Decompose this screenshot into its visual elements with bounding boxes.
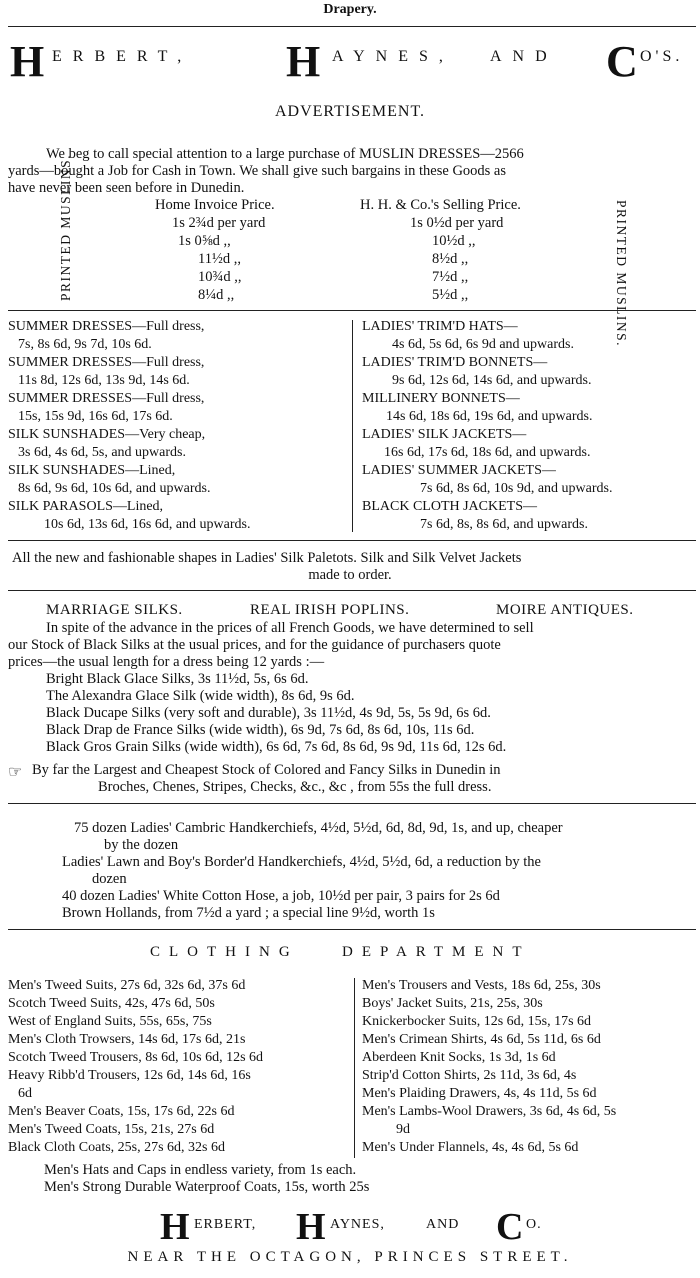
left-item-7: SILK SUNSHADES—Very cheap, xyxy=(8,427,206,442)
firm-initial-h-2: H xyxy=(286,37,321,86)
clothing-left-6: Heavy Ribb'd Trousers, 12s 6d, 14s 6d, 16s xyxy=(8,1068,251,1083)
firm-word-and: AND xyxy=(490,48,558,65)
handkerchief-line-2: by the dozen xyxy=(104,837,179,853)
silks-para-line-1: In spite of the advance in the prices of all French Goods, we have determined to sell xyxy=(46,620,534,636)
silks-header-marriage: MARRIAGE SILKS. xyxy=(46,602,183,618)
selling-price-3: 8½d ,, xyxy=(432,251,469,267)
home-price-5: 8¼d ,, xyxy=(198,287,235,303)
signature-banner xyxy=(0,1207,700,1249)
clothing-left-5: Scotch Tweed Trousers, 8s 6d, 10s 6d, 12s 6d xyxy=(8,1050,264,1065)
clothing-left-2: Scotch Tweed Suits, 42s, 47s 6d, 50s xyxy=(8,996,215,1011)
section-header: Drapery. xyxy=(323,2,377,17)
right-item-9: LADIES' SUMMER JACKETS— xyxy=(362,463,556,478)
clothing-left-10: Black Cloth Coats, 25s, 27s 6d, 32s 6d xyxy=(8,1140,226,1155)
silks-list-1: Bright Black Glace Silks, 3s 11½d, 5s, 6s 6d. xyxy=(46,671,309,687)
paletots-line-1: All the new and fashionable shapes in Ladies' Silk Paletots. Silk and Silk Velvet Jackets xyxy=(12,550,522,566)
silks-list-3: Black Ducape Silks (very soft and durable), 3s 11½d, 4s 9d, 5s, 5s 9d, 6s 6d. xyxy=(46,705,491,721)
home-price-3: 11½d ,, xyxy=(198,251,241,267)
handkerchief-line-4: dozen xyxy=(92,871,127,887)
silks-para-line-3: prices—the usual length for a dress being 12 yards :— xyxy=(8,654,325,670)
right-item-3: LADIES' TRIM'D BONNETS— xyxy=(362,355,548,370)
clothing-left-8: Men's Beaver Coats, 15s, 17s 6d, 22s 6d xyxy=(8,1104,235,1119)
top-rule xyxy=(8,26,696,27)
silks-header-moire: MOIRE ANTIQUES. xyxy=(496,602,634,618)
colored-silks-line-2: Broches, Chenes, Stripes, Checks, &c., &c , from 55s the full dress. xyxy=(98,779,492,795)
right-item-12: 7s 6d, 8s, 8s 6d, and upwards. xyxy=(420,517,588,532)
signature-initial-h: H xyxy=(160,1206,190,1248)
clothing-column-divider xyxy=(354,978,355,1158)
clothing-right-9: 9d xyxy=(396,1122,410,1137)
selling-price-5: 5½d ,, xyxy=(432,287,469,303)
clothing-left-3: West of England Suits, 55s, 65s, 75s xyxy=(8,1014,212,1029)
selling-price-2: 10½d ,, xyxy=(432,233,476,249)
rule-before-clothing xyxy=(8,929,696,930)
right-item-1: LADIES' TRIM'D HATS— xyxy=(362,319,518,334)
right-item-8: 16s 6d, 17s 6d, 18s 6d, and upwards. xyxy=(384,445,591,460)
clothing-right-1: Men's Trousers and Vests, 18s 6d, 25s, 30s xyxy=(362,978,601,993)
signature-word-and: AND xyxy=(426,1217,460,1232)
clothing-right-7: Men's Plaiding Drawers, 4s, 4s 11d, 5s 6d xyxy=(362,1086,597,1101)
left-item-2: 7s, 8s 6d, 9s 7d, 10s 6d. xyxy=(18,337,152,352)
clothing-left-4: Men's Cloth Trowsers, 14s 6d, 17s 6d, 21s xyxy=(8,1032,246,1047)
left-item-3: SUMMER DRESSES—Full dress, xyxy=(8,355,205,370)
clothing-left-7: 6d xyxy=(18,1086,32,1101)
firm-word-aynes: AYNES, xyxy=(332,48,454,65)
signature-word-o: O. xyxy=(526,1217,542,1232)
right-item-4: 9s 6d, 12s 6d, 14s 6d, and upwards. xyxy=(392,373,592,388)
firm-word-os: O'S. xyxy=(640,48,684,65)
right-item-2: 4s 6d, 5s 6d, 6s 9d and upwards. xyxy=(392,337,574,352)
right-item-6: 14s 6d, 18s 6d, 19s 6d, and upwards. xyxy=(386,409,593,424)
silks-list-5: Black Gros Grain Silks (wide width), 6s 6d, 7s 6d, 8s 6d, 9s 9d, 11s 6d, 12s 6d. xyxy=(46,739,507,755)
right-item-5: MILLINERY BONNETS— xyxy=(362,391,520,406)
silks-para-line-2: our Stock of Black Silks at the usual prices, and for the guidance of purchasers quote xyxy=(8,637,501,653)
left-item-10: 8s 6d, 9s 6d, 10s 6d, and upwards. xyxy=(18,481,211,496)
firm-name-banner xyxy=(10,37,695,86)
selling-price-4: 7½d ,, xyxy=(432,269,469,285)
clothing-right-3: Knickerbocker Suits, 12s 6d, 15s, 17s 6d xyxy=(362,1014,592,1029)
left-item-12: 10s 6d, 13s 6d, 16s 6d, and upwards. xyxy=(44,517,251,532)
printed-muslins-label-right: PRINTED MUSLINS. xyxy=(614,200,629,348)
advertisement-title: ADVERTISEMENT. xyxy=(274,103,426,120)
left-item-6: 15s, 15s 9d, 16s 6d, 17s 6d. xyxy=(18,409,173,424)
firm-initial-h: H xyxy=(10,37,45,86)
left-item-4: 11s 8d, 12s 6d, 13s 9d, 14s 6d. xyxy=(18,373,190,388)
clothing-right-10: Men's Under Flannels, 4s, 4s 6d, 5s 6d xyxy=(362,1140,579,1155)
printed-muslins-label-left: PRINTED MUSLINS. xyxy=(58,153,73,301)
clothing-right-6: Strip'd Cotton Shirts, 2s 11d, 3s 6d, 4s xyxy=(362,1068,577,1083)
selling-price-header: H. H. & Co.'s Selling Price. xyxy=(360,197,521,213)
signature-initial-h-2: H xyxy=(296,1206,326,1248)
silks-list-2: The Alexandra Glace Silk (wide width), 8s 6d, 9s 6d. xyxy=(46,688,355,704)
clothing-right-5: Aberdeen Knit Socks, 1s 3d, 1s 6d xyxy=(362,1050,556,1065)
home-price-2: 1s 0⅝d ,, xyxy=(178,233,231,249)
right-item-10: 7s 6d, 8s 6d, 10s 9d, and upwards. xyxy=(420,481,613,496)
handkerchief-line-6: Brown Hollands, from 7½d a yard ; a special line 9½d, worth 1s xyxy=(62,905,435,921)
silks-list-4: Black Drap de France Silks (wide width), 6s 9d, 7s 6d, 8s 6d, 10s, 11s 6d. xyxy=(46,722,475,738)
left-item-11: SILK PARASOLS—Lined, xyxy=(8,499,164,514)
home-price-4: 10¾d ,, xyxy=(198,269,242,285)
left-item-5: SUMMER DRESSES—Full dress, xyxy=(8,391,205,406)
silks-header-poplins: REAL IRISH POPLINS. xyxy=(250,602,410,618)
left-item-9: SILK SUNSHADES—Lined, xyxy=(8,463,176,478)
clothing-right-8: Men's Lambs-Wool Drawers, 3s 6d, 4s 6d, 5s xyxy=(362,1104,617,1119)
handkerchief-line-3: Ladies' Lawn and Boy's Border'd Handkerchiefs, 4½d, 5½d, 6d, a reduction by the xyxy=(62,854,541,870)
address-line: NEAR THE OCTAGON, PRINCES STREET. xyxy=(127,1249,573,1265)
pointing-hand-icon: ☞ xyxy=(8,764,23,781)
home-invoice-header: Home Invoice Price. xyxy=(155,197,275,213)
clothing-title-word-1: CLOTHING xyxy=(150,944,299,960)
signature-word-aynes: AYNES, xyxy=(330,1217,385,1232)
firm-initial-c: C xyxy=(606,37,638,86)
left-item-1: SUMMER DRESSES—Full dress, xyxy=(8,319,205,334)
left-item-8: 3s 6d, 4s 6d, 5s, and upwards. xyxy=(18,445,186,460)
home-price-1: 1s 2¾d per yard xyxy=(172,215,266,231)
clothing-left-9: Men's Tweed Coats, 15s, 21s, 27s 6d xyxy=(8,1122,215,1137)
clothing-left-1: Men's Tweed Suits, 27s 6d, 32s 6d, 37s 6d xyxy=(8,978,246,993)
column-divider xyxy=(352,320,353,532)
right-item-11: BLACK CLOTH JACKETS— xyxy=(362,499,538,514)
handkerchief-line-1: 75 dozen Ladies' Cambric Handkerchiefs, 4½d, 5½d, 6d, 8d, 9d, 1s, and up, cheaper xyxy=(74,820,563,836)
firm-word-erbert: ERBERT, xyxy=(52,48,193,65)
right-item-7: LADIES' SILK JACKETS— xyxy=(362,427,527,442)
rule-after-silks xyxy=(8,803,696,804)
intro-line-3: have never been seen before in Dunedin. xyxy=(8,180,245,196)
handkerchief-line-5: 40 dozen Ladies' White Cotton Hose, a job, 10½d per pair, 3 pairs for 2s 6d xyxy=(62,888,500,904)
signature-word-erbert: ERBERT, xyxy=(194,1217,257,1232)
intro-line-1: We beg to call special attention to a large purchase of MUSLIN DRESSES—2566 xyxy=(46,146,524,162)
intro-line-2: yards—bought a Job for Cash in Town. We shall give such bargains in these Goods as xyxy=(8,163,507,179)
clothing-title-word-2: DEPARTMENT xyxy=(342,944,531,960)
rule-after-columns xyxy=(8,540,696,541)
clothing-right-2: Boys' Jacket Suits, 21s, 25s, 30s xyxy=(362,996,543,1011)
paletots-line-2: made to order. xyxy=(308,567,392,583)
rule-after-muslins xyxy=(8,310,696,311)
clothing-right-4: Men's Crimean Shirts, 4s 6d, 5s 11d, 6s 6d xyxy=(362,1032,601,1047)
hats-line-1: Men's Hats and Caps in endless variety, from 1s each. xyxy=(44,1162,357,1178)
colored-silks-line-1: By far the Largest and Cheapest Stock of Colored and Fancy Silks in Dunedin in xyxy=(32,762,501,778)
hats-line-2: Men's Strong Durable Waterproof Coats, 15s, worth 25s xyxy=(44,1179,370,1195)
selling-price-1: 1s 0½d per yard xyxy=(410,215,504,231)
signature-initial-c: C xyxy=(496,1206,524,1248)
rule-after-paletots xyxy=(8,590,696,591)
